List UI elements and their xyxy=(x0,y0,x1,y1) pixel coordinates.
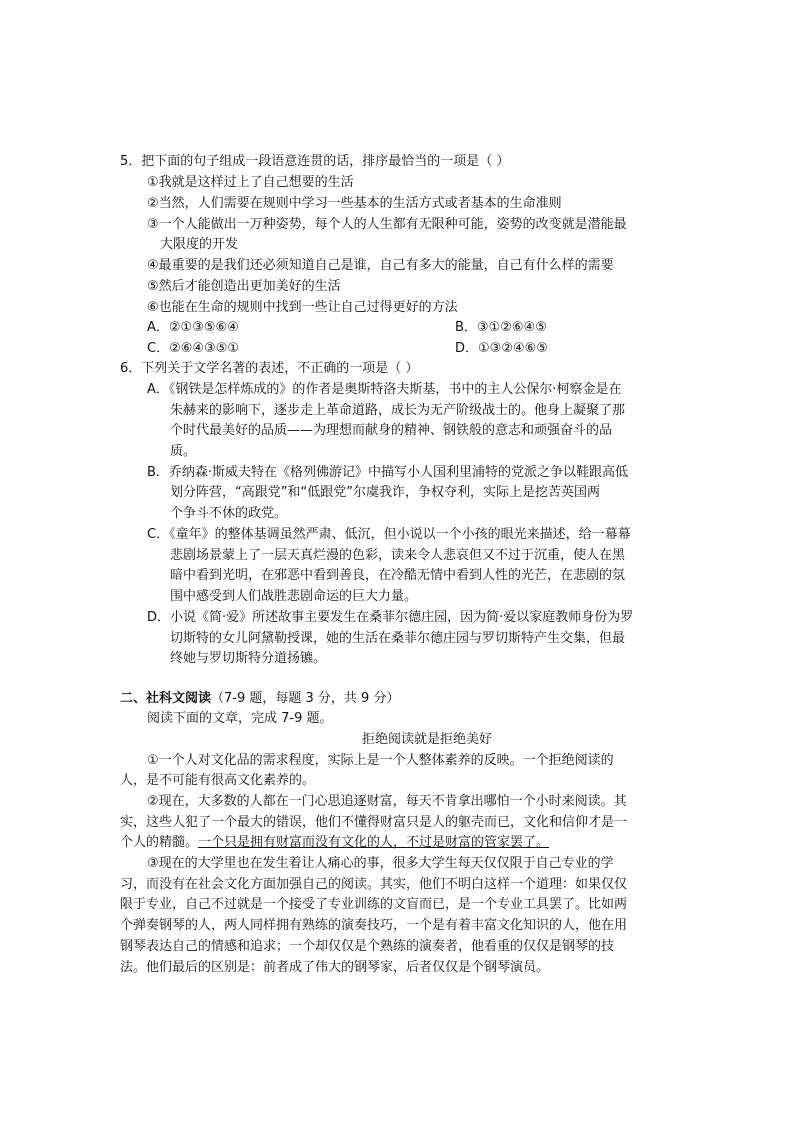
q6-option-a[interactable]: A．《钢铁是怎样炼成的》的作者是奥斯特洛夫斯基，书中的主人公保尔·柯察金是在 xyxy=(147,382,622,397)
paragraph-3-line-3: 限于专业，自己不过就是一个接受了专业训练的文盲而已，是一个专业工具罢了。比如两 xyxy=(120,897,628,912)
q6-option-c-line-4: 围中感受到人们战胜悲剧命运的巨大力量。 xyxy=(170,589,418,604)
q6-option-c[interactable]: C．《童年》的整体基调虽然严肃、低沉，但小说以一个小孩的眼光来描述，给一幕幕 xyxy=(147,527,631,542)
paragraph-2-plain: 个人的精髓。 xyxy=(120,835,199,850)
q5-option-c[interactable]: C．②⑥④③⑤① xyxy=(147,341,240,356)
q6-stem: 6．下列关于文学名著的表述，不正确的一项是（ ） xyxy=(120,361,419,376)
section-heading-title: 二、社科文阅读 xyxy=(120,691,212,706)
q6-option-a-line-4: 质。 xyxy=(170,444,197,459)
q6-option-d[interactable]: D．小说《简·爱》所述故事主要发生在桑菲尔德庄园，因为简·爱以家庭教师身份为罗 xyxy=(147,610,634,625)
q6-option-a-line-3: 个时代最美好的品质——为理想而献身的精神、钢铁般的意志和顽强奋斗的品 xyxy=(170,423,613,438)
q5-option-a[interactable]: A．②①③⑤⑥④ xyxy=(147,320,239,335)
q5-sentence-5: ⑤然后才能创造出更加美好的生活 xyxy=(147,279,341,294)
paragraph-2-line-2: 实，这些人犯了一个最大的错误，他们不懂得财富只是人的躯壳而已，文化和信仰才是一 xyxy=(120,815,628,830)
q5-stem: 5．把下面的句子组成一段语意连贯的话，排序最恰当的一项是（ ） xyxy=(120,154,510,169)
paragraph-1-line-1: ①一个人对文化品的需求程度，实际上是一个人整体素养的反映。一个拒绝阅读的 xyxy=(147,753,614,768)
q6-option-b-line-3: 个争斗不休的政党。 xyxy=(170,506,288,521)
section-instruction: 阅读下面的文章，完成 7-9 题。 xyxy=(147,711,333,726)
paragraph-1-line-2: 人，是不可能有很高文化素养的。 xyxy=(120,773,316,788)
q6-option-d-line-3: 终她与罗切斯特分道扬镳。 xyxy=(170,651,327,666)
q5-sentence-3: ③一个人能做出一万种姿势，每个人的人生都有无限种可能，姿势的改变就是潜能最 xyxy=(147,217,627,232)
q5-sentence-4: ④最重要的是我们还必须知道自己是谁，自己有多大的能量，自己有什么样的需要 xyxy=(147,258,614,273)
q6-option-c-line-2: 悲剧场景蒙上了一层天真烂漫的色彩，读来令人悲哀但又不过于沉重，使人在黑 xyxy=(170,548,626,563)
paragraph-3-line-1: ③现在的大学里也在发生着让人痛心的事，很多大学生每天仅仅限于自己专业的学 xyxy=(147,856,614,871)
q5-sentence-3-cont: 大限度的开发 xyxy=(160,237,239,252)
q6-option-d-line-2: 切斯特的女儿阿黛勒授课，她的生活在桑菲尔德庄园与罗切斯特产生交集，但最 xyxy=(170,631,626,646)
q6-option-b-line-2: 划分阵营，“高跟党”和“低跟党”尔虞我诈，争权夺利，实际上是挖苦英国两 xyxy=(170,485,600,500)
section-heading-note: （7-9 题，每题 3 分，共 9 分） xyxy=(211,691,400,706)
q6-option-c-line-3: 暗中看到光明，在邪恶中看到善良，在冷酷无情中看到人性的光芒，在悲剧的氛 xyxy=(170,568,626,583)
q5-option-d[interactable]: D．①③②④⑥⑤ xyxy=(455,341,548,356)
paragraph-2-line-1: ②现在，大多数的人都在一门心思追逐财富，每天不肯拿出哪怕一个小时来阅读。其 xyxy=(147,794,627,809)
paragraph-2-line-3 xyxy=(120,833,549,853)
paragraph-3-line-5: 钢琴表达自己的情感和追求；一个却仅仅是个熟练的演奏者，他看重的仅仅是钢琴的技 xyxy=(120,939,615,954)
paragraph-3-line-2: 习，而没有在社会文化方面加强自己的阅读。其实，他们不明白这样一个道理：如果仅仅 xyxy=(120,877,628,892)
q6-option-a-line-2: 朱赫来的影响下，逐步走上革命道路，成长为无产阶级战士的。他身上凝聚了那 xyxy=(170,403,626,418)
q5-sentence-2: ②当然，人们需要在规则中学习一些基本的生活方式或者基本的生命准则 xyxy=(147,196,562,211)
q5-sentence-1: ①我就是这样过上了自己想要的生活 xyxy=(147,175,354,190)
paragraph-3-line-6: 法。他们最后的区别是：前者成了伟大的钢琴家，后者仅仅是个钢琴演员。 xyxy=(120,960,550,975)
q5-option-b[interactable]: B．③①②⑥④⑤ xyxy=(455,320,547,335)
section-heading xyxy=(120,689,399,709)
article-title: 拒绝阅读就是拒绝美好 xyxy=(361,732,492,747)
paragraph-2-underlined: 一个只是拥有财富而没有文化的人，不过是财富的管家罢了。 xyxy=(198,835,550,850)
q5-sentence-6: ⑥也能在生命的规则中找到一些让自己过得更好的方法 xyxy=(147,300,458,315)
paragraph-3-line-4: 个弹奏钢琴的人，两人同样拥有熟练的演奏技巧，一个是有着丰富文化知识的人，他在用 xyxy=(120,918,628,933)
q6-option-b[interactable]: B．乔纳森·斯威夫特在《格列佛游记》中描写小人国利里浦特的党派之争以鞋跟高低 xyxy=(147,465,629,480)
